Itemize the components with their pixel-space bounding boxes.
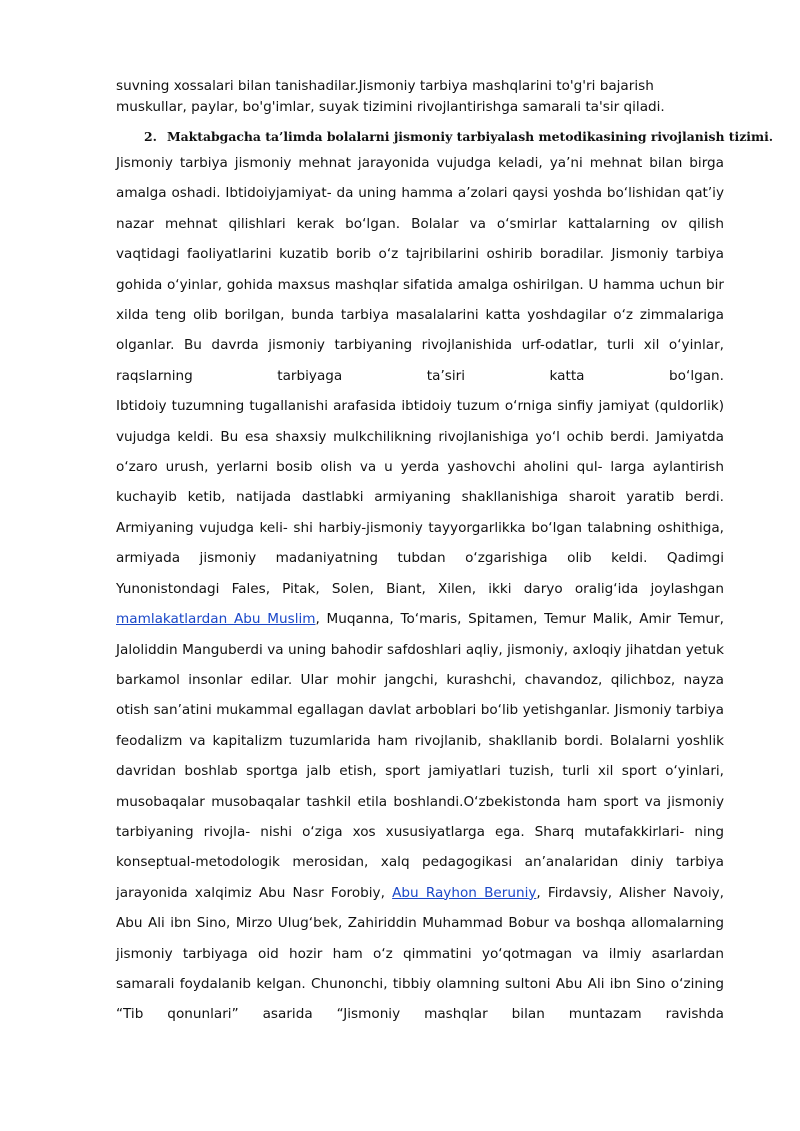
paragraph-2-text-middle: , Muqanna, To‘maris, Spitamen, Temur Malik, Amir Temur, Jaloliddin Manguberdi va uning bahodir safdoshlari aqliy, jismoniy, axloqiy jihatdan yetuk barkamol insonlar edilar. Ular mohir jangchi, kurashchi, chavandoz, qilichboz, nayza otish san’atini mukammal egallagan davlat arboblari bo‘lib yetishganlar. Jismoniy tarbiya feodalizm va kapitalizm tuzumlarida ham rivojlanib, shakllanib bordi. Bolalarni yoshlik davridan boshlab sportga jalb etish, sport jamiyatlari tuzish, turli xil sport o‘yinlari, musobaqalar musobaqalar tashkil etila boshlandi.O‘zbekistonda ham sport va jismoniy tarbiyaning rivojla- nishi o‘ziga xos xususiyatlarga ega. Sharq mutafakkirlari- ning konseptual-metodologik merosidan, xalq pedagogikasi an’analaridan diniy tarbiya jarayonida xalqimiz Abu Nasr Forobiy, bbox=[116, 611, 724, 901]
document-page bbox=[116, 76, 774, 1030]
section-number: 2. bbox=[144, 129, 157, 144]
link-abu-rayhon-beruniy[interactable]: Abu Rayhon Beruniy bbox=[392, 884, 537, 901]
section-title: Maktabgacha ta’limda bolalarni jismoniy tarbiyalash metodikasining rivojlanish tizimi. bbox=[166, 129, 774, 144]
paragraph-2-text-end: , Firdavsiy, Alisher Navoiy, Abu Ali ibn Sino, Mirzo Ulug‘bek, Zahiriddin Muhammad Bobur va boshqa allomalarning jismoniy tarbiyaga oid hozir ham o‘z qimmatini yo‘qotmagan va ilmiy asarlardan samarali foydalanib kelgan. Chunonchi, tibbiy olamning sultoni Abu Ali ibn Sino o‘zining “Tib qonunlari” asarida “Jismoniy mashqlar bilan muntazam ravishda bbox=[116, 884, 724, 1023]
intro-paragraph: suvning xossalari bilan tanishadilar.Jismoniy tarbiya mashqlarini to'g'ri bajarish muskullar, paylar, bo'g'imlar, suyak tizimini rivojlantirishga samarali ta'sir qiladi. bbox=[116, 78, 665, 115]
body-paragraph-1: Jismoniy tarbiya jismoniy mehnat jarayonida vujudga keladi, ya’ni mehnat bilan birga amalga oshadi. Ibtidoiyjamiyat- da uning hamma a’zolari qaysi yoshda bo‘lishidan qat’iy nazar mehnat qilishlari kerak bo‘lgan. Bolalar va o‘smirlar kattalarning ov qilish vaqtidagi faoliyatlarini kuzatib borib o‘z tajribilarini oshirib boradilar. Jismoniy tarbiya gohida o‘yinlar, gohida maxsus mashqlar sifatida amalga oshirilgan. U hamma uchun bir xilda teng olib borilgan, bunda tarbiya masalalarini katta yoshdagilar o‘z zimmalariga olganlar. Bu davrda jismoniy tarbiyaning rivojlanishida urf-odatlar, turli xil o‘yinlar, raqslarning tarbiyaga ta’siri katta bo‘lgan. bbox=[116, 155, 724, 384]
section-heading bbox=[144, 127, 774, 147]
section-body bbox=[116, 148, 724, 1030]
body-paragraph-2 bbox=[116, 391, 724, 1030]
link-abu-muslim[interactable]: mamlakatlardan Abu Muslim bbox=[116, 611, 316, 628]
paragraph-2-text-start: Ibtidoiy tuzumning tugallanishi arafasida ibtidoiy tuzum o‘rniga sinfiy jamiyat (quldorlik) vujudga keldi. Bu esa shaxsiy mulkchilikning rivojlanishiga yo‘l ochib berdi. Jamiyatda o‘zaro urush, yerlarni bosib olish va u yerda yashovchi aholini qul- larga aylantirish kuchayib ketib, natijada dastlabki armiyaning shakllanishiga sharoit yaratib berdi. Armiyaning vujudga keli- shi harbiy-jismoniy tayyorgarlikka bo‘lgan talabning oshithiga, armiyada jismoniy madaniyatning tubdan o‘zgarishiga olib keldi. Qadimgi Yunonistondagi Fales, Pitak, Solen, Biant, Xilen, ikki daryo oralig‘ida joylashgan bbox=[116, 398, 724, 597]
